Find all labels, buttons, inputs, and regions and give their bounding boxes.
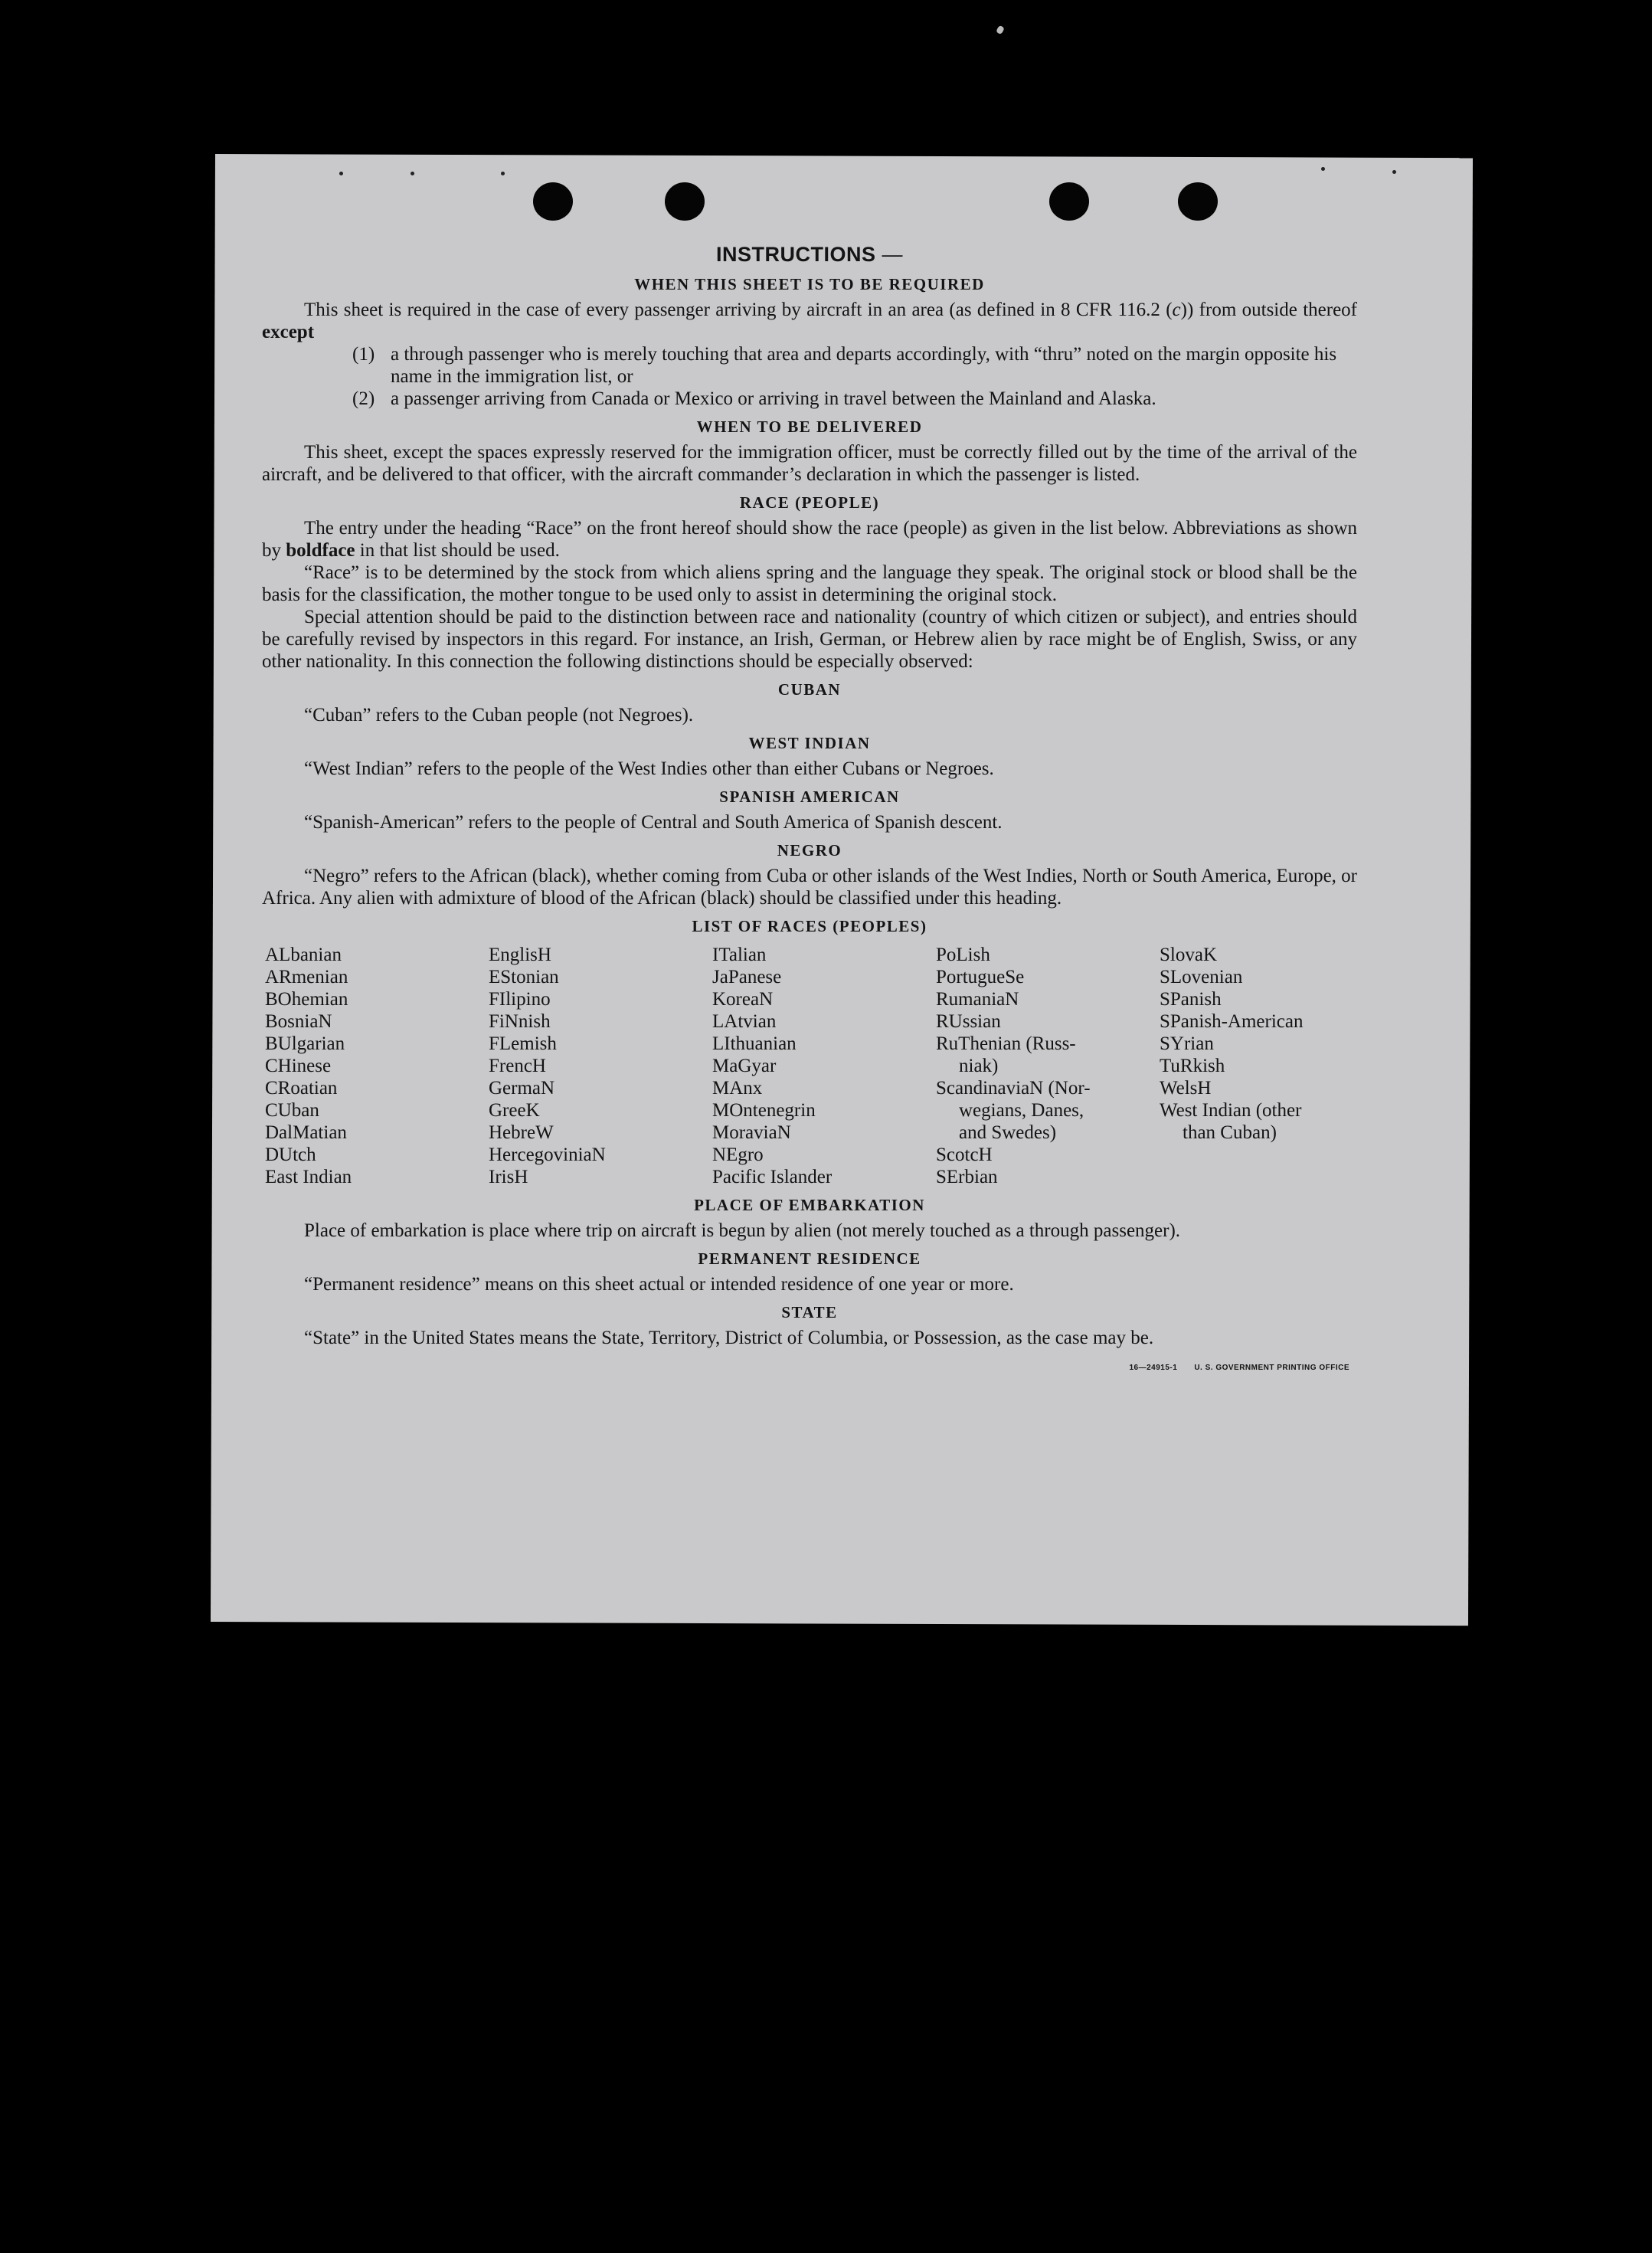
paragraph-bold: boldface — [286, 540, 355, 561]
intro-text: This sheet is required in the case of every passenger arriving by aircraft in an area (as defined in 8 CFR 116.2 ( — [304, 300, 1173, 320]
race-item: DUtch — [265, 1145, 316, 1165]
intro-except: except — [262, 322, 315, 342]
race-item: SPanish — [1160, 989, 1222, 1010]
paragraph: “Race” is to be determined by the stock from which aliens spring and the language they speak. The original stock or blood shall be the basis for the classification, the mother tongue to be used only to assist in determining the original stock. — [262, 562, 1357, 605]
race-item: ARmenian — [265, 967, 348, 987]
speck — [1392, 170, 1396, 174]
race-item: JaPanese — [712, 967, 782, 987]
speck — [1321, 167, 1325, 171]
race-item: ITalian — [712, 945, 767, 965]
title-text: INSTRUCTIONS — [715, 243, 876, 266]
race-item: EnglisH — [489, 945, 551, 965]
race-item: WelsH — [1160, 1078, 1212, 1099]
race-item: MoraviaN — [712, 1122, 791, 1143]
race-item: GermaN — [489, 1078, 555, 1099]
section-heading: WHEN THIS SHEET IS TO BE REQUIRED — [634, 275, 985, 293]
paragraph: Special attention should be paid to the distinction between race and nationality (country of which citizen or subject), and entries should be carefully revised by inspectors in this regard. For instance, an Irish, German, or Hebrew alien by race might be of English, Swiss, or any other nationality. In this connection the following distinctions should be especially observed: — [262, 607, 1357, 672]
punch-hole — [1178, 182, 1218, 221]
printer-imprint — [1112, 1349, 1357, 1379]
item-number: (1) — [352, 344, 375, 365]
race-item: DalMatian — [265, 1122, 347, 1143]
race-item: BosniaN — [265, 1011, 332, 1032]
race-item: RumaniaN — [936, 989, 1019, 1010]
section-heading: RACE (PEOPLE) — [739, 493, 880, 512]
paragraph: “West Indian” refers to the people of the West Indies other than either Cubans or Negroes. — [304, 758, 994, 779]
race-column — [265, 944, 489, 1188]
race-item: LAtvian — [712, 1011, 777, 1032]
race-item: ScotcH — [936, 1145, 993, 1165]
required-intro — [262, 299, 1357, 343]
speck — [411, 172, 414, 175]
race-item: ScandinaviaN (Nor- — [936, 1078, 1091, 1099]
race-item: TuRkish — [1160, 1056, 1225, 1076]
race-column — [936, 944, 1160, 1188]
paragraph: This sheet, except the spaces expressly reserved for the immigration officer, must be correctly filled out by the time of the arrival of the aircraft, and be delivered to that officer, with the aircraft commander’s declaration in which the passenger is listed. — [262, 442, 1357, 485]
race-item: MOntenegrin — [712, 1100, 816, 1121]
race-item: East Indian — [265, 1167, 352, 1187]
race-item: FrencH — [489, 1056, 546, 1076]
paragraph: Place of embarkation is place where trip on aircraft is begun by alien (not merely touched as a through passenger). — [304, 1220, 1181, 1241]
paragraph: “Cuban” refers to the Cuban people (not Negroes). — [304, 705, 694, 725]
race-item: BUlgarian — [265, 1033, 345, 1054]
race-item: MaGyar — [712, 1056, 777, 1076]
instructions-body — [262, 244, 1357, 1379]
race-column — [712, 944, 936, 1188]
section-heading: LIST OF RACES (PEOPLES) — [692, 917, 927, 935]
item-number: (2) — [352, 388, 375, 409]
race-item: HercegoviniaN — [489, 1145, 606, 1165]
scan-mark — [996, 25, 1005, 35]
section-heading: PERMANENT RESIDENCE — [698, 1249, 921, 1268]
race-item: and Swedes) — [959, 1122, 1057, 1143]
race-item: LIthuanian — [712, 1033, 797, 1054]
race-item: RUssian — [936, 1011, 1001, 1032]
speck — [501, 172, 505, 175]
paragraph-text: The entry under the heading “Race” on the front hereof should show the race (people) as given in the list below. Abbreviations as shown by — [262, 518, 1357, 561]
race-column — [489, 944, 712, 1188]
punch-hole — [533, 182, 573, 221]
race-item: KoreaN — [712, 989, 774, 1010]
race-item: SLovenian — [1160, 967, 1243, 987]
form-number: 16—24915-1 — [1129, 1364, 1178, 1372]
item-text: a through passenger who is merely touching that area and departs accordingly, with “thru” noted on the margin opposite his name in the immigration list, or — [391, 344, 1337, 387]
race-item: GreeK — [489, 1100, 540, 1121]
race-item: West Indian (other — [1160, 1100, 1302, 1121]
race-item: HebreW — [489, 1122, 554, 1143]
race-item: PortugueSe — [936, 967, 1025, 987]
race-item: SErbian — [936, 1167, 998, 1187]
race-item: SPanish-American — [1160, 1011, 1304, 1032]
punch-hole — [665, 182, 705, 221]
race-item: ALbanian — [265, 945, 342, 965]
race-item: CUban — [265, 1100, 319, 1121]
paragraph — [262, 517, 1357, 562]
printer-name: U. S. GOVERNMENT PRINTING OFFICE — [1194, 1364, 1349, 1372]
race-item: IrisH — [489, 1167, 528, 1187]
race-item: BOhemian — [265, 989, 348, 1010]
page-title: INSTRUCTIONS — — [715, 243, 903, 266]
section-heading: STATE — [781, 1303, 838, 1321]
list-item — [262, 388, 1357, 410]
section-heading: WHEN TO BE DELIVERED — [696, 418, 923, 436]
punch-hole — [1049, 182, 1089, 221]
race-item: FiNnish — [489, 1011, 551, 1032]
race-item: wegians, Danes, — [959, 1100, 1084, 1121]
race-item: SYrian — [1160, 1033, 1214, 1054]
section-heading: CUBAN — [777, 680, 842, 699]
section-heading: SPANISH AMERICAN — [719, 788, 900, 806]
race-item: PoLish — [936, 945, 990, 965]
race-list — [265, 944, 1357, 1188]
race-item: than Cuban) — [1183, 1122, 1277, 1143]
section-heading: PLACE OF EMBARKATION — [694, 1196, 925, 1214]
section-heading: NEGRO — [777, 841, 842, 860]
race-item: CRoatian — [265, 1078, 338, 1099]
intro-c: c — [1172, 300, 1181, 320]
race-item: EStonian — [489, 967, 559, 987]
paragraph: “State” in the United States means the State, Territory, District of Columbia, or Possession, as the case may be. — [304, 1328, 1154, 1348]
paragraph: “Permanent residence” means on this sheet actual or intended residence of one year or more. — [304, 1274, 1014, 1295]
paragraph: “Spanish-American” refers to the people of Central and South America of Spanish descent. — [304, 812, 1003, 833]
paragraph-text: in that list should be used. — [355, 540, 560, 561]
race-item: SlovaK — [1160, 945, 1217, 965]
speck — [339, 172, 343, 175]
race-item: MAnx — [712, 1078, 763, 1099]
race-item: RuThenian (Russ- — [936, 1033, 1076, 1054]
race-item: FLemish — [489, 1033, 557, 1054]
intro-text: )) from outside thereof — [1180, 300, 1357, 320]
footer — [262, 1349, 1357, 1379]
section-heading: WEST INDIAN — [748, 734, 871, 752]
race-item: FIlipino — [489, 989, 551, 1010]
paragraph: “Negro” refers to the African (black), whether coming from Cuba or other islands of the West Indies, North or South America, Europe, or Africa. Any alien with admixture of blood of the African (black) should be classified under this heading. — [262, 866, 1357, 909]
race-item: niak) — [959, 1056, 999, 1076]
list-item — [262, 343, 1357, 388]
race-item: NEgro — [712, 1145, 764, 1165]
race-item: Pacific Islander — [712, 1167, 833, 1187]
race-column — [1160, 944, 1360, 1188]
race-item: CHinese — [265, 1056, 332, 1076]
item-text: a passenger arriving from Canada or Mexico or arriving in travel between the Mainland and Alaska. — [391, 388, 1156, 409]
